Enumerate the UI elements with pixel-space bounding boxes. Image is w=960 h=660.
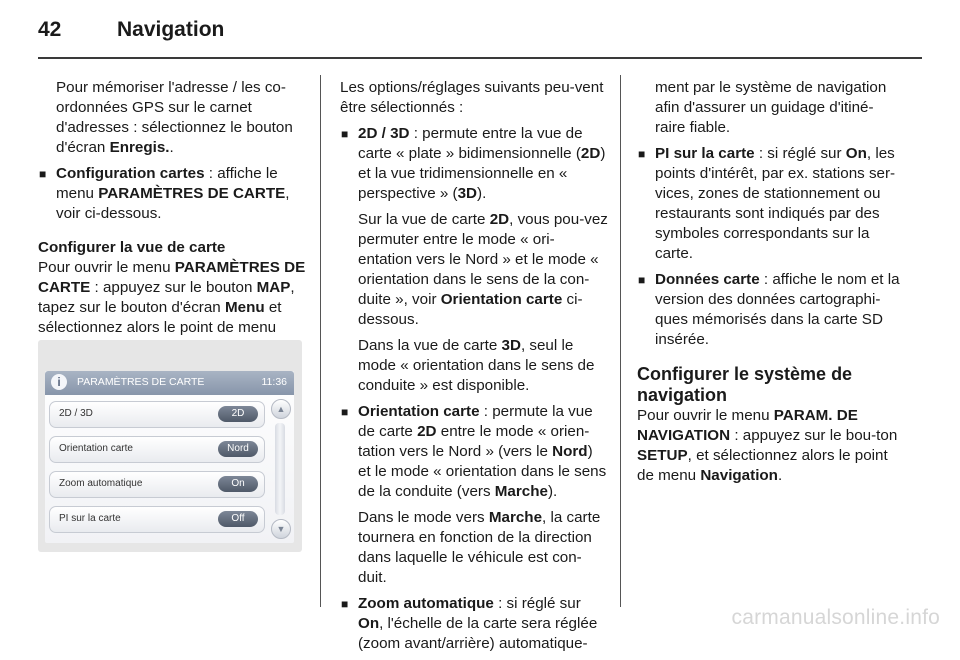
scrollbar[interactable] xyxy=(270,399,290,539)
info-icon[interactable]: i xyxy=(51,374,67,390)
page-title: Navigation xyxy=(117,18,225,41)
bold-term: Enregis. xyxy=(109,139,170,156)
bold-term: Orientation carte xyxy=(440,291,563,308)
text: ). xyxy=(477,185,487,202)
text: ci-dessous. xyxy=(358,291,583,328)
text: ) et le mode « orientation dans le sens de la conduite (vers xyxy=(358,443,607,500)
setting-label: 2D / 3D xyxy=(59,408,93,419)
text: : appuyez sur le bou-ton xyxy=(730,427,898,444)
setting-value-button[interactable]: 2D xyxy=(218,406,258,422)
text: : permute entre la vue de carte « plate » bidimensionnelle ( xyxy=(358,125,583,162)
setting-value-button[interactable]: Off xyxy=(218,511,258,527)
text: : si réglé sur xyxy=(754,145,846,162)
text: : affiche le menu xyxy=(56,165,278,202)
setting-row-orientation[interactable] xyxy=(49,436,265,463)
bold-term: Marche xyxy=(488,509,543,526)
bullet-item xyxy=(637,144,903,264)
header-rule xyxy=(38,57,922,59)
bullet-item xyxy=(340,402,608,502)
text: , et sélectionnez alors le point de menu xyxy=(637,447,888,484)
bold-term: PI sur la carte xyxy=(655,145,755,162)
text: : appuyez sur le bouton xyxy=(90,279,257,296)
bold-term: 3D xyxy=(457,185,478,202)
paragraph xyxy=(38,78,306,158)
column-1 xyxy=(38,78,306,364)
text: , seul le mode « orientation dans le sens de conduite » est disponible. xyxy=(358,337,595,394)
chevron-up-icon[interactable]: ▲ xyxy=(271,399,291,419)
text: , les points d'intérêt, par ex. stations ser-vices, zones de stationnement ou restaurants sont indiqués par des symboles correspondants sur la carte. xyxy=(655,145,896,262)
text: : si réglé sur xyxy=(493,595,581,612)
setting-value-button[interactable]: Nord xyxy=(218,441,258,457)
bold-term: On xyxy=(358,615,380,632)
text: Pour ouvrir le menu xyxy=(637,407,774,424)
bold-term: Navigation xyxy=(700,467,778,484)
text: . xyxy=(777,467,783,484)
indented-paragraph xyxy=(340,336,608,396)
bold-term: On xyxy=(845,145,867,162)
setting-row-poi[interactable] xyxy=(49,506,265,533)
setting-row-2d-3d[interactable] xyxy=(49,401,265,428)
bold-term: Orientation carte xyxy=(358,403,480,420)
scroll-track[interactable] xyxy=(275,423,285,515)
paragraph xyxy=(637,406,903,486)
text: : affiche le nom et la version des données cartographi-ques mémorisés dans la carte SD insérée. xyxy=(655,271,900,348)
screen-titlebar xyxy=(45,371,294,395)
setting-label: Zoom automatique xyxy=(59,478,143,489)
chevron-down-icon[interactable]: ▼ xyxy=(271,519,291,539)
bold-term: Données carte xyxy=(655,271,760,288)
setting-value-button[interactable]: On xyxy=(218,476,258,492)
section-heading: Configurer le système de navigation xyxy=(637,364,853,405)
bold-term: PARAMÈTRES DE CARTE xyxy=(38,259,306,296)
bold-term: PARAMÈTRES DE CARTE xyxy=(98,185,286,202)
bold-term: SETUP xyxy=(637,447,688,464)
indented-paragraph xyxy=(340,210,608,330)
text: Dans la vue de carte xyxy=(358,337,502,354)
text: , vous pou-vez permuter entre le mode « ori-entation vers le Nord » et le mode « orientation dans le sens de la con-duite », voir xyxy=(358,211,608,308)
text: Pour ouvrir le menu xyxy=(38,259,175,276)
bold-term: 3D xyxy=(501,337,521,354)
text: : permute la vue de carte xyxy=(358,403,593,440)
bold-term: PARAM. DE NAVIGATION xyxy=(637,407,858,444)
device-screenshot xyxy=(38,340,302,552)
bold-term: 2D xyxy=(580,145,601,162)
text: Pour mémoriser l'adresse / les co-ordonnées GPS sur le carnet d'adresses : sélectionnez le bouton d'écran xyxy=(56,79,293,156)
bold-term: Menu xyxy=(224,299,265,316)
text: Dans le mode vers xyxy=(358,509,489,526)
text: . xyxy=(169,139,174,156)
text: et sélectionnez alors le point de menu xyxy=(38,299,282,336)
setting-row-auto-zoom[interactable] xyxy=(49,471,265,498)
bold-term: 2D / 3D xyxy=(358,125,410,142)
page-number: 42 xyxy=(38,18,62,41)
bullet-item xyxy=(340,594,608,654)
text: , l'échelle de la carte sera réglée (zoom avant/arrière) automatique- xyxy=(358,615,598,652)
indented-paragraph: ment par le système de navigation afin d'assurer un guidage d'itiné-raire fiable. xyxy=(655,79,887,136)
text: , tapez sur le bouton d'écran xyxy=(38,279,295,316)
column-divider-1 xyxy=(320,75,321,607)
setting-label: PI sur la carte xyxy=(59,513,121,524)
column-2 xyxy=(340,78,608,660)
bold-term: Marche xyxy=(494,483,548,500)
column-3 xyxy=(637,78,903,492)
bold-term: 2D xyxy=(489,211,510,228)
bullet-item xyxy=(340,124,608,204)
clock: 11:36 xyxy=(261,376,287,388)
text: , voir ci-dessous. xyxy=(56,185,290,222)
bold-term: 2D xyxy=(417,423,437,440)
indented-paragraph xyxy=(340,508,608,588)
bullet-item xyxy=(38,164,306,224)
bold-term: Configuration cartes xyxy=(56,165,205,182)
text: ). xyxy=(547,483,558,500)
paragraph: Les options/réglages suivants peu-vent être sélectionnés : xyxy=(340,79,604,116)
device-screen xyxy=(45,371,294,543)
bullet-item xyxy=(637,270,903,350)
text: ) et la vue tridimensionnelle en « perspective » ( xyxy=(358,145,606,202)
setting-label: Orientation carte xyxy=(59,443,133,454)
text: entre le mode « orien-tation vers le Nord » (vers le xyxy=(358,423,590,460)
text: Sur la vue de carte xyxy=(358,211,490,228)
column-divider-2 xyxy=(620,75,621,607)
text: , la carte tournera en fonction de la direction dans laquelle le véhicule est con-duit. xyxy=(358,509,601,586)
section-heading: Configurer la vue de carte xyxy=(38,239,226,256)
bold-term: MAP xyxy=(256,279,291,296)
bold-term: Nord xyxy=(552,443,588,460)
watermark: carmanualsonline.info xyxy=(731,606,940,629)
screen-title: PARAMÈTRES DE CARTE xyxy=(77,376,205,388)
bold-term: Zoom automatique xyxy=(358,595,494,612)
